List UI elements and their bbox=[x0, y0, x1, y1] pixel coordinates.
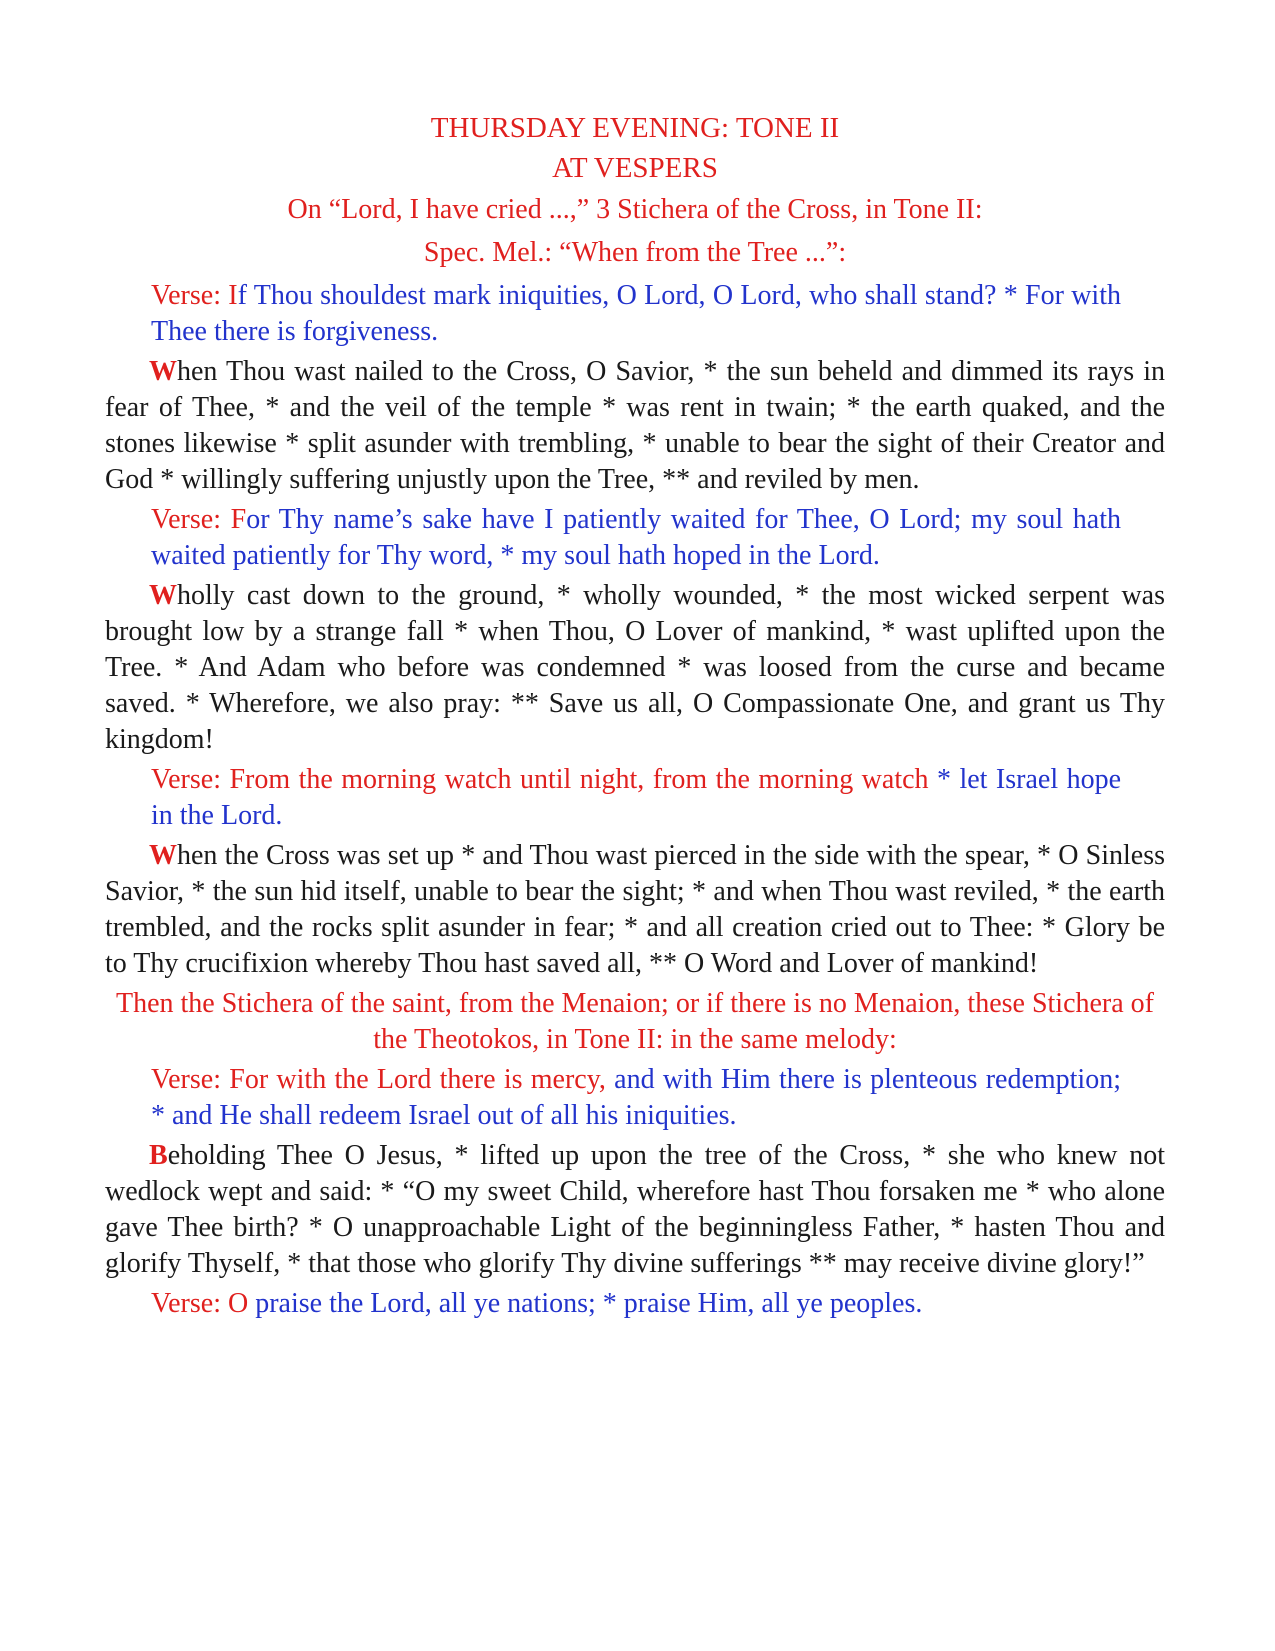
verse-label: Verse: bbox=[151, 504, 231, 535]
verse-4-text: and with Him there is plenteous redemption; * and He shall redeem Israel out of all his iniquities. bbox=[151, 1064, 1121, 1131]
stichera-2-text: holly cast down to the ground, * wholly wounded, * the most wicked serpent was brought low by a strange fall * when Thou, O Lover of mankind, * wast uplifted upon the Tree. * And Adam who before was condemned * was loosed from the curse and became saved. * Wherefore, we also pray: ** Save us all, O Compassionate One, and grant us Thy kingdom! bbox=[105, 580, 1165, 755]
stichera-4 bbox=[105, 1138, 1165, 1282]
verse-4 bbox=[151, 1062, 1121, 1134]
verse-3-first: From the morning watch until night, from the morning watch bbox=[229, 764, 929, 795]
stichera-2-initial: W bbox=[149, 580, 177, 611]
stichera-1 bbox=[105, 354, 1165, 498]
verse-label: Verse: bbox=[151, 1288, 228, 1319]
stichera-4-initial: B bbox=[149, 1140, 168, 1171]
stichera-2 bbox=[105, 578, 1165, 758]
verse-2-text: or Thy name’s sake have I patiently waited for Thee, O Lord; my soul hath waited patiently for Thy word, * my soul hath hoped in the Lord. bbox=[151, 504, 1121, 571]
rubric-line1: On “Lord, I have cried ...,” 3 Stichera of the Cross, in Tone II: bbox=[287, 194, 983, 225]
verse-3-text: * let Israel hope in the Lord. bbox=[151, 764, 1122, 831]
page-title-line1: THURSDAY EVENING: TONE II bbox=[430, 112, 840, 144]
rubric-theotokos: Then the Stichera of the saint, from the Menaion; or if there is no Menaion, these Stichera of the Theotokos, in Tone II: in the same melody: bbox=[115, 988, 1155, 1055]
verse-5 bbox=[151, 1286, 1121, 1322]
verse-1-first: I bbox=[228, 280, 238, 311]
verse-2 bbox=[151, 502, 1121, 574]
verse-1 bbox=[151, 278, 1121, 350]
verse-label: Verse: bbox=[151, 1064, 230, 1095]
verse-2-first: F bbox=[230, 504, 247, 535]
page-title-line2: AT VESPERS bbox=[552, 152, 718, 184]
verse-1-text: f Thou shouldest mark iniquities, O Lord, O Lord, who shall stand? * For with Thee there is forgiveness. bbox=[151, 280, 1121, 347]
stichera-1-initial: W bbox=[149, 356, 177, 387]
rubric-line2: Spec. Mel.: “When from the Tree ...”: bbox=[423, 237, 847, 268]
verse-3 bbox=[151, 762, 1121, 834]
stichera-3-initial: W bbox=[149, 840, 177, 871]
verse-5-first: O bbox=[227, 1288, 249, 1319]
stichera-1-text: hen Thou wast nailed to the Cross, O Savior, * the sun beheld and dimmed its rays in fear of Thee, * and the veil of the temple * was rent in twain; * the earth quaked, and the stones likewise * split asunder with trembling, * unable to bear the sight of their Creator and God * willingly suffering unjustly upon the Tree, ** and reviled by men. bbox=[105, 356, 1165, 495]
stichera-3-text: hen the Cross was set up * and Thou wast pierced in the side with the spear, * O Sinless Savior, * the sun hid itself, unable to bear the sight; * and when Thou wast reviled, * the earth trembled, and the rocks split asunder in fear; * and all creation cried out to Thee: * Glory be to Thy crucifixion whereby Thou hast saved all, ** O Word and Lover of mankind! bbox=[105, 840, 1165, 979]
verse-label: Verse: bbox=[151, 280, 229, 311]
stichera-3 bbox=[105, 838, 1165, 982]
verse-5-text: praise the Lord, all ye nations; * praise Him, all ye peoples. bbox=[248, 1288, 923, 1319]
verse-4-first: For with the Lord there is mercy, bbox=[229, 1064, 606, 1095]
verse-label: Verse: bbox=[151, 764, 230, 795]
document-page bbox=[105, 108, 1165, 1326]
stichera-4-text: eholding Thee O Jesus, * lifted up upon the tree of the Cross, * she who knew not wedlock wept and said: * “O my sweet Child, wherefore hast Thou forsaken me * who alone gave Thee birth? * O unapproachable Light of the beginningless Father, * hasten Thou and glorify Thyself, * that those who glorify Thy divine sufferings ** may receive divine glory!” bbox=[105, 1140, 1165, 1279]
